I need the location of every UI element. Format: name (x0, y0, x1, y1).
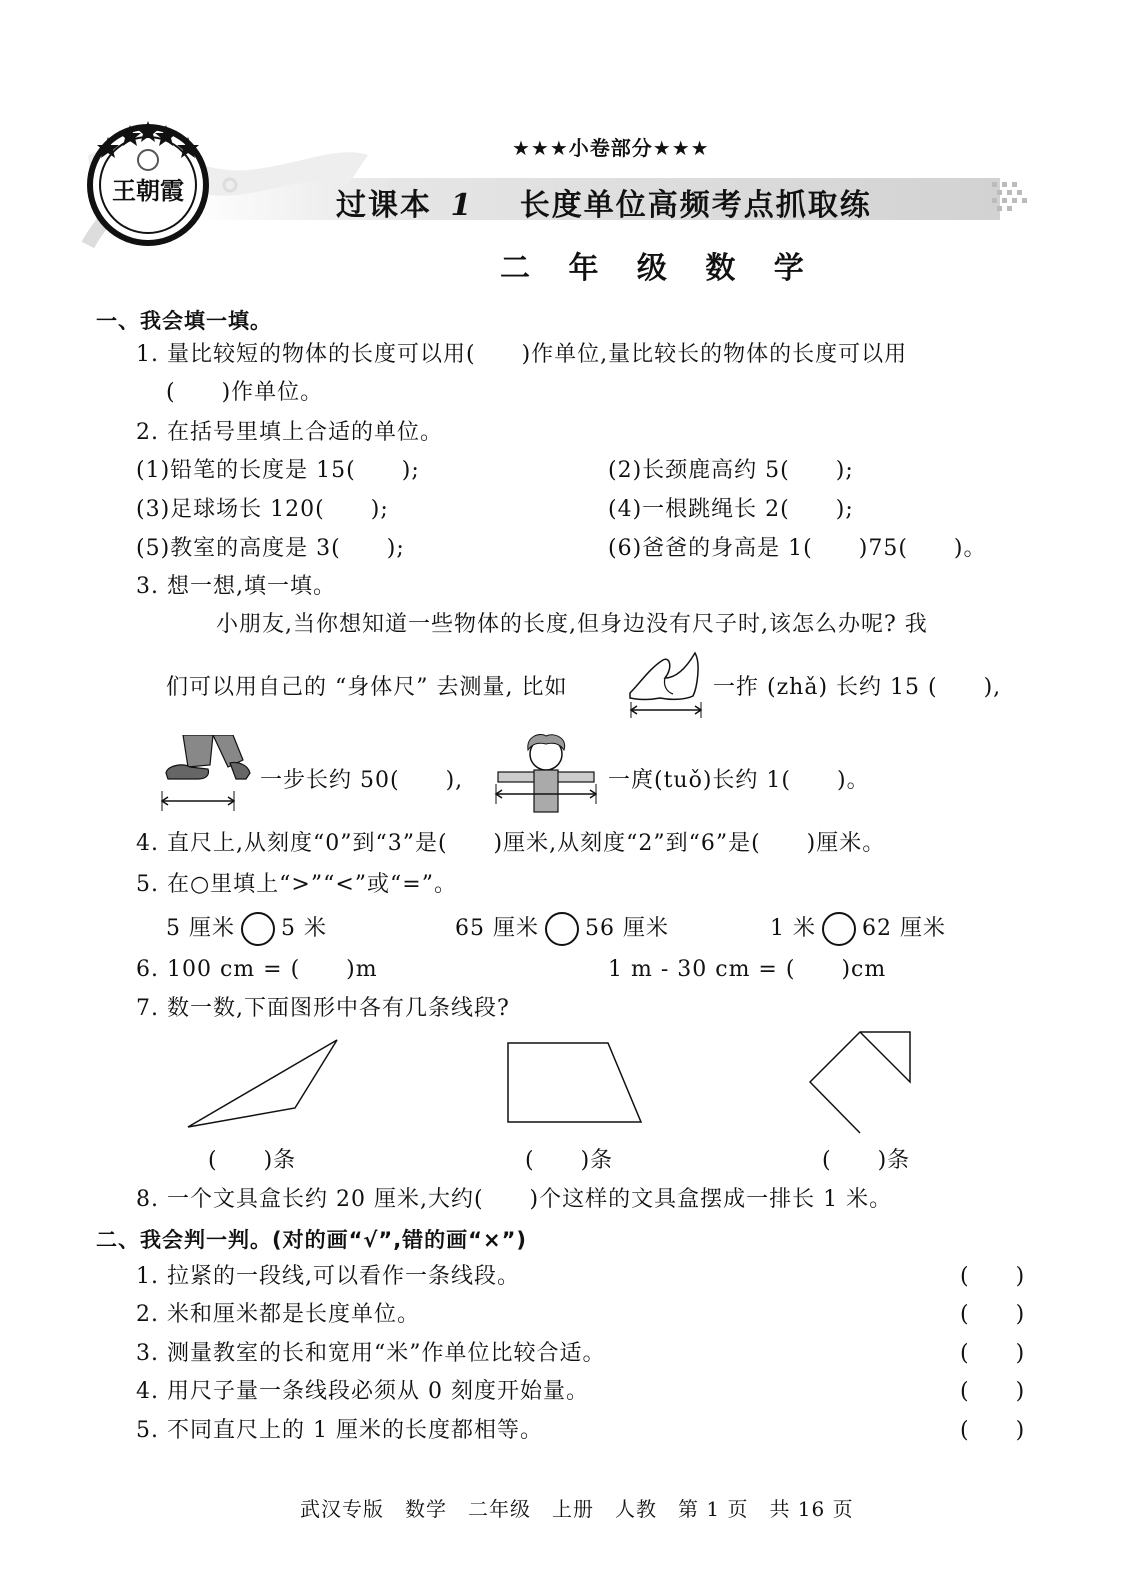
judge-answer-2[interactable]: ( ) (960, 1302, 1026, 1327)
q2-text: 2. 在括号里填上合适的单位。 (136, 420, 443, 445)
hand-span-illustration (625, 648, 710, 720)
q5-item-1 (166, 912, 327, 946)
section-tag: ★★★小卷部分★★★ (512, 136, 710, 160)
q4-text: 4. 直尺上,从刻度“0”到“3”是( )厘米,从刻度“2”到“6”是( )厘米。 (136, 831, 886, 856)
judge-answer-4[interactable]: ( ) (960, 1379, 1026, 1404)
q6-a: 6. 100 cm = ( )m (136, 957, 378, 982)
arrow-shape-figure (810, 1032, 910, 1133)
q5-item-1-right: 5 米 (281, 916, 327, 941)
compare-circle-2[interactable] (545, 912, 579, 946)
title-prefix: 过课本 (336, 188, 432, 223)
judge-item-1: 1. 拉紧的一段线,可以看作一条线段。 (136, 1264, 520, 1289)
q2-item-1: (1)铅笔的长度是 15( ); (136, 458, 420, 483)
q5-item-2-right: 56 厘米 (585, 916, 669, 941)
step-illustration (158, 735, 253, 815)
judge-item-5: 5. 不同直尺上的 1 厘米的长度都相等。 (136, 1418, 543, 1443)
q5-item-3-right: 62 厘米 (862, 916, 946, 941)
q2-item-2: (2)长颈鹿高约 5( ); (608, 458, 854, 483)
title-number: 1 (450, 188, 474, 223)
q2-item-5: (5)教室的高度是 3( ); (136, 536, 405, 561)
judge-item-3: 3. 测量教室的长和宽用“米”作单位比较合适。 (136, 1341, 606, 1366)
q3-text: 3. 想一想,填一填。 (136, 574, 336, 599)
q3-para2-a: 们可以用自己的 “身体尺” 去测量, 比如 (166, 675, 568, 700)
title-topic: 长度单位高频考点抓取练 (519, 188, 872, 223)
judge-answer-3[interactable]: ( ) (960, 1341, 1026, 1366)
q3-arm: 一庹(tuǒ)长约 1( )。 (608, 768, 870, 793)
logo-text: 王朝霞 (112, 177, 184, 205)
q7-figures (180, 1030, 940, 1145)
q7-answer-1: ( )条 (208, 1148, 297, 1173)
q6-b: 1 m - 30 cm = ( )cm (608, 957, 887, 982)
q8-text: 8. 一个文具盒长约 20 厘米,大约( )个这样的文具盒摆成一排长 1 米。 (136, 1187, 893, 1212)
q5-item-3-left: 1 米 (770, 916, 816, 941)
page-footer: 武汉专版 数学 二年级 上册 人教 第 1 页 共 16 页 (300, 1497, 854, 1521)
compare-circle-1[interactable] (241, 912, 275, 946)
q5-item-2-left: 65 厘米 (455, 916, 539, 941)
page-title (336, 180, 872, 224)
q5-item-3 (770, 912, 946, 946)
subject-title: 二 年 级 数 学 (500, 251, 818, 286)
arm-span-illustration (490, 732, 602, 816)
q1-line2: ( )作单位。 (166, 380, 324, 405)
judge-item-2: 2. 米和厘米都是长度单位。 (136, 1302, 420, 1327)
q5-item-1-left: 5 厘米 (166, 916, 235, 941)
q2-item-4: (4)一根跳绳长 2( ); (608, 497, 854, 522)
q3-step: 一步长约 50( ), (260, 768, 464, 793)
q7-answer-2: ( )条 (525, 1148, 614, 1173)
q3-para1: 小朋友,当你想知道一些物体的长度,但身边没有尺子时,该怎么办呢? 我 (216, 612, 928, 637)
judge-answer-5[interactable]: ( ) (960, 1418, 1026, 1443)
part1-heading: 一、我会填一填。 (96, 309, 272, 333)
trapezoid-figure (508, 1043, 641, 1122)
q2-item-3: (3)足球场长 120( ); (136, 497, 389, 522)
q5-text: 5. 在○里填上“>”“<”或“=”。 (136, 872, 457, 897)
dot-pattern (990, 178, 1038, 220)
q5-item-2 (455, 912, 669, 946)
judge-item-4: 4. 用尺子量一条线段必须从 0 刻度开始量。 (136, 1379, 589, 1404)
logo-emblem (78, 115, 368, 255)
q1-line1: 1. 量比较短的物体的长度可以用( )作单位,量比较长的物体的长度可以用 (136, 342, 908, 367)
q3-para2-b: 一拃 (zhǎ) 长约 15 ( ), (713, 675, 1002, 700)
judge-answer-1[interactable]: ( ) (960, 1264, 1026, 1289)
compare-circle-3[interactable] (822, 912, 856, 946)
q7-answer-3: ( )条 (822, 1148, 911, 1173)
q2-item-6: (6)爸爸的身高是 1( )75( )。 (608, 536, 987, 561)
part2-heading: 二、我会判一判。(对的画“√”,错的画“×”) (96, 1228, 527, 1252)
triangle-figure (188, 1040, 337, 1127)
q7-text: 7. 数一数,下面图形中各有几条线段? (136, 996, 510, 1021)
